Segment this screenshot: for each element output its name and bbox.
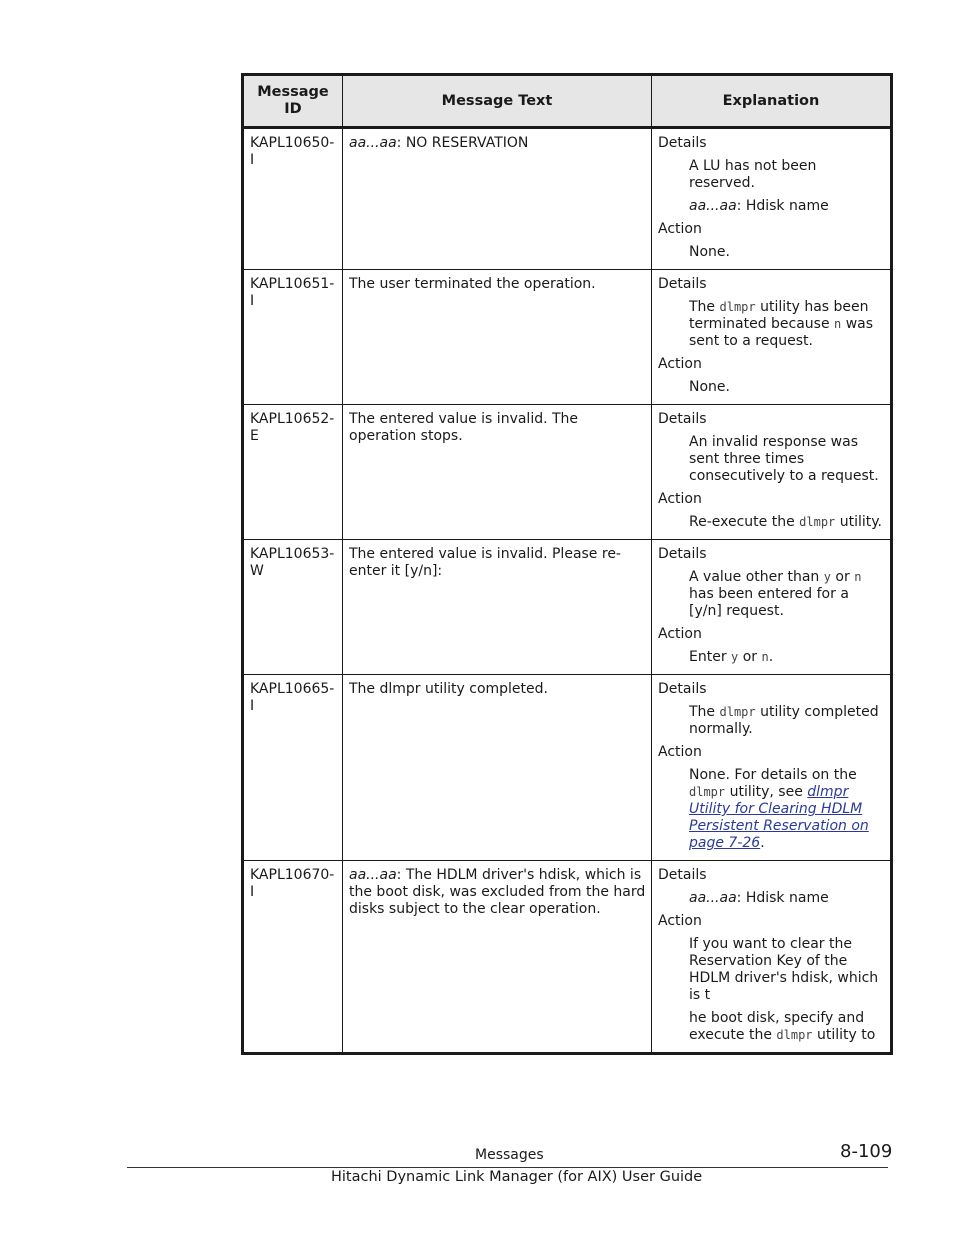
table-row bbox=[243, 675, 892, 861]
message-id-cell bbox=[243, 861, 343, 1054]
details-label: Details bbox=[658, 276, 707, 292]
footer-title: Hitachi Dynamic Link Manager (for AIX) User Guide bbox=[331, 1169, 703, 1185]
text-run: . bbox=[768, 649, 774, 665]
text-run: Enter bbox=[689, 649, 732, 665]
text-run: : Hdisk name bbox=[736, 198, 829, 214]
message-id: KAPL10670-I bbox=[250, 867, 335, 900]
message-text-cell bbox=[343, 861, 652, 1054]
details-text bbox=[689, 198, 885, 215]
action-text bbox=[689, 936, 885, 1004]
text-run: None. bbox=[689, 244, 730, 260]
code-text: dlmpr bbox=[719, 300, 756, 314]
message-text-cell bbox=[343, 270, 652, 405]
explanation-cell bbox=[652, 675, 892, 861]
text-run: utility, see bbox=[725, 784, 808, 800]
message-id: KAPL10650-I bbox=[250, 135, 335, 168]
details-text bbox=[689, 299, 885, 350]
code-text: y bbox=[823, 570, 831, 584]
table-row bbox=[243, 540, 892, 675]
table-row bbox=[243, 861, 892, 1054]
code-text: dlmpr bbox=[776, 1028, 813, 1042]
message-text-cell bbox=[343, 128, 652, 270]
cross-reference-link[interactable]: dlmpr Utility for Clearing HDLM Persistent Reservation on page 7-26 bbox=[689, 784, 869, 851]
text-run: The bbox=[689, 704, 720, 720]
message-id-cell bbox=[243, 540, 343, 675]
text-run: utility has been terminated because bbox=[689, 299, 869, 332]
text-run: or bbox=[830, 569, 855, 585]
text-run: An invalid response was sent three times consecutively to a request. bbox=[689, 434, 879, 484]
footer-section: Messages bbox=[475, 1147, 544, 1163]
text-run: was sent to a request. bbox=[689, 316, 874, 349]
message-id: KAPL10653-W bbox=[250, 546, 335, 579]
page-number: 8-109 bbox=[840, 1141, 893, 1162]
details-label: Details bbox=[658, 546, 707, 562]
action-label: Action bbox=[658, 491, 702, 507]
message-text-cell bbox=[343, 405, 652, 540]
message-text-cell bbox=[343, 540, 652, 675]
table-row bbox=[243, 405, 892, 540]
details-text bbox=[689, 569, 885, 620]
code-text: dlmpr bbox=[689, 785, 726, 799]
action-text bbox=[689, 379, 885, 396]
text-run: utility. bbox=[835, 514, 882, 530]
action-label: Action bbox=[658, 356, 702, 372]
text-run: None. For details on the bbox=[689, 767, 857, 783]
details-text bbox=[689, 434, 885, 485]
action-text bbox=[689, 649, 885, 666]
message-text-cell bbox=[343, 675, 652, 861]
details-text bbox=[689, 158, 885, 192]
text-run: he boot disk, specify and execute the bbox=[689, 1010, 865, 1043]
details-label: Details bbox=[658, 411, 707, 427]
text-run: If you want to clear the Reservation Key of the HDLM driver's hdisk, which is t bbox=[689, 936, 879, 1003]
explanation-cell bbox=[652, 861, 892, 1054]
table-body bbox=[243, 128, 892, 1054]
action-text bbox=[689, 514, 885, 531]
placeholder-text: aa...aa bbox=[689, 198, 737, 214]
code-text: dlmpr bbox=[799, 515, 836, 529]
message-id: KAPL10665-I bbox=[250, 681, 335, 714]
message-id: KAPL10652-E bbox=[250, 411, 335, 444]
code-text: n bbox=[761, 650, 769, 664]
text-run: : NO RESERVATION bbox=[396, 135, 529, 151]
text-run: The entered value is invalid. The operation stops. bbox=[349, 411, 579, 444]
message-table bbox=[241, 73, 893, 1055]
message-id-cell bbox=[243, 270, 343, 405]
details-text bbox=[689, 890, 885, 907]
text-run: has been entered for a [y/n] request. bbox=[689, 586, 849, 619]
action-text bbox=[689, 244, 885, 261]
text-run: A LU has not been reserved. bbox=[689, 158, 817, 191]
action-text bbox=[689, 767, 885, 852]
header-message-text: Message Text bbox=[343, 75, 652, 128]
message-id-cell bbox=[243, 128, 343, 270]
text-run: The user terminated the operation. bbox=[349, 276, 596, 292]
text-run: : The HDLM driver's hdisk, which is the boot disk, was excluded from the hard disks subject to the clear operation. bbox=[349, 867, 646, 917]
header-explanation: Explanation bbox=[652, 75, 892, 128]
footer-divider bbox=[127, 1167, 888, 1168]
message-id: KAPL10651-I bbox=[250, 276, 335, 309]
code-text: y bbox=[731, 650, 739, 664]
details-text bbox=[689, 704, 885, 738]
message-id-cell bbox=[243, 405, 343, 540]
explanation-cell bbox=[652, 540, 892, 675]
message-id-cell bbox=[243, 675, 343, 861]
text-run: . bbox=[760, 835, 765, 851]
text-run: The dlmpr utility completed. bbox=[349, 681, 548, 697]
text-run: or bbox=[738, 649, 762, 665]
code-text: dlmpr bbox=[719, 705, 756, 719]
header-message-id: Message ID bbox=[243, 75, 343, 128]
text-run: utility to bbox=[812, 1027, 876, 1043]
placeholder-text: aa...aa bbox=[349, 135, 397, 151]
table-row bbox=[243, 128, 892, 270]
text-run: Re-execute the bbox=[689, 514, 800, 530]
placeholder-text: aa...aa bbox=[349, 867, 397, 883]
table-row bbox=[243, 270, 892, 405]
action-text bbox=[689, 1010, 885, 1044]
code-text: n bbox=[854, 570, 862, 584]
action-label: Action bbox=[658, 913, 702, 929]
placeholder-text: aa...aa bbox=[689, 890, 737, 906]
text-run: utility completed normally. bbox=[689, 704, 879, 737]
details-label: Details bbox=[658, 867, 707, 883]
text-run: None. bbox=[689, 379, 730, 395]
action-label: Action bbox=[658, 744, 702, 760]
code-text: n bbox=[834, 317, 842, 331]
explanation-cell bbox=[652, 405, 892, 540]
text-run: A value other than bbox=[689, 569, 824, 585]
details-label: Details bbox=[658, 681, 707, 697]
table-header-row bbox=[243, 75, 892, 128]
action-label: Action bbox=[658, 626, 702, 642]
text-run: : Hdisk name bbox=[736, 890, 829, 906]
details-label: Details bbox=[658, 135, 707, 151]
explanation-cell bbox=[652, 128, 892, 270]
text-run: The bbox=[689, 299, 720, 315]
text-run: The entered value is invalid. Please re-enter it [y/n]: bbox=[349, 546, 621, 579]
explanation-cell bbox=[652, 270, 892, 405]
action-label: Action bbox=[658, 221, 702, 237]
